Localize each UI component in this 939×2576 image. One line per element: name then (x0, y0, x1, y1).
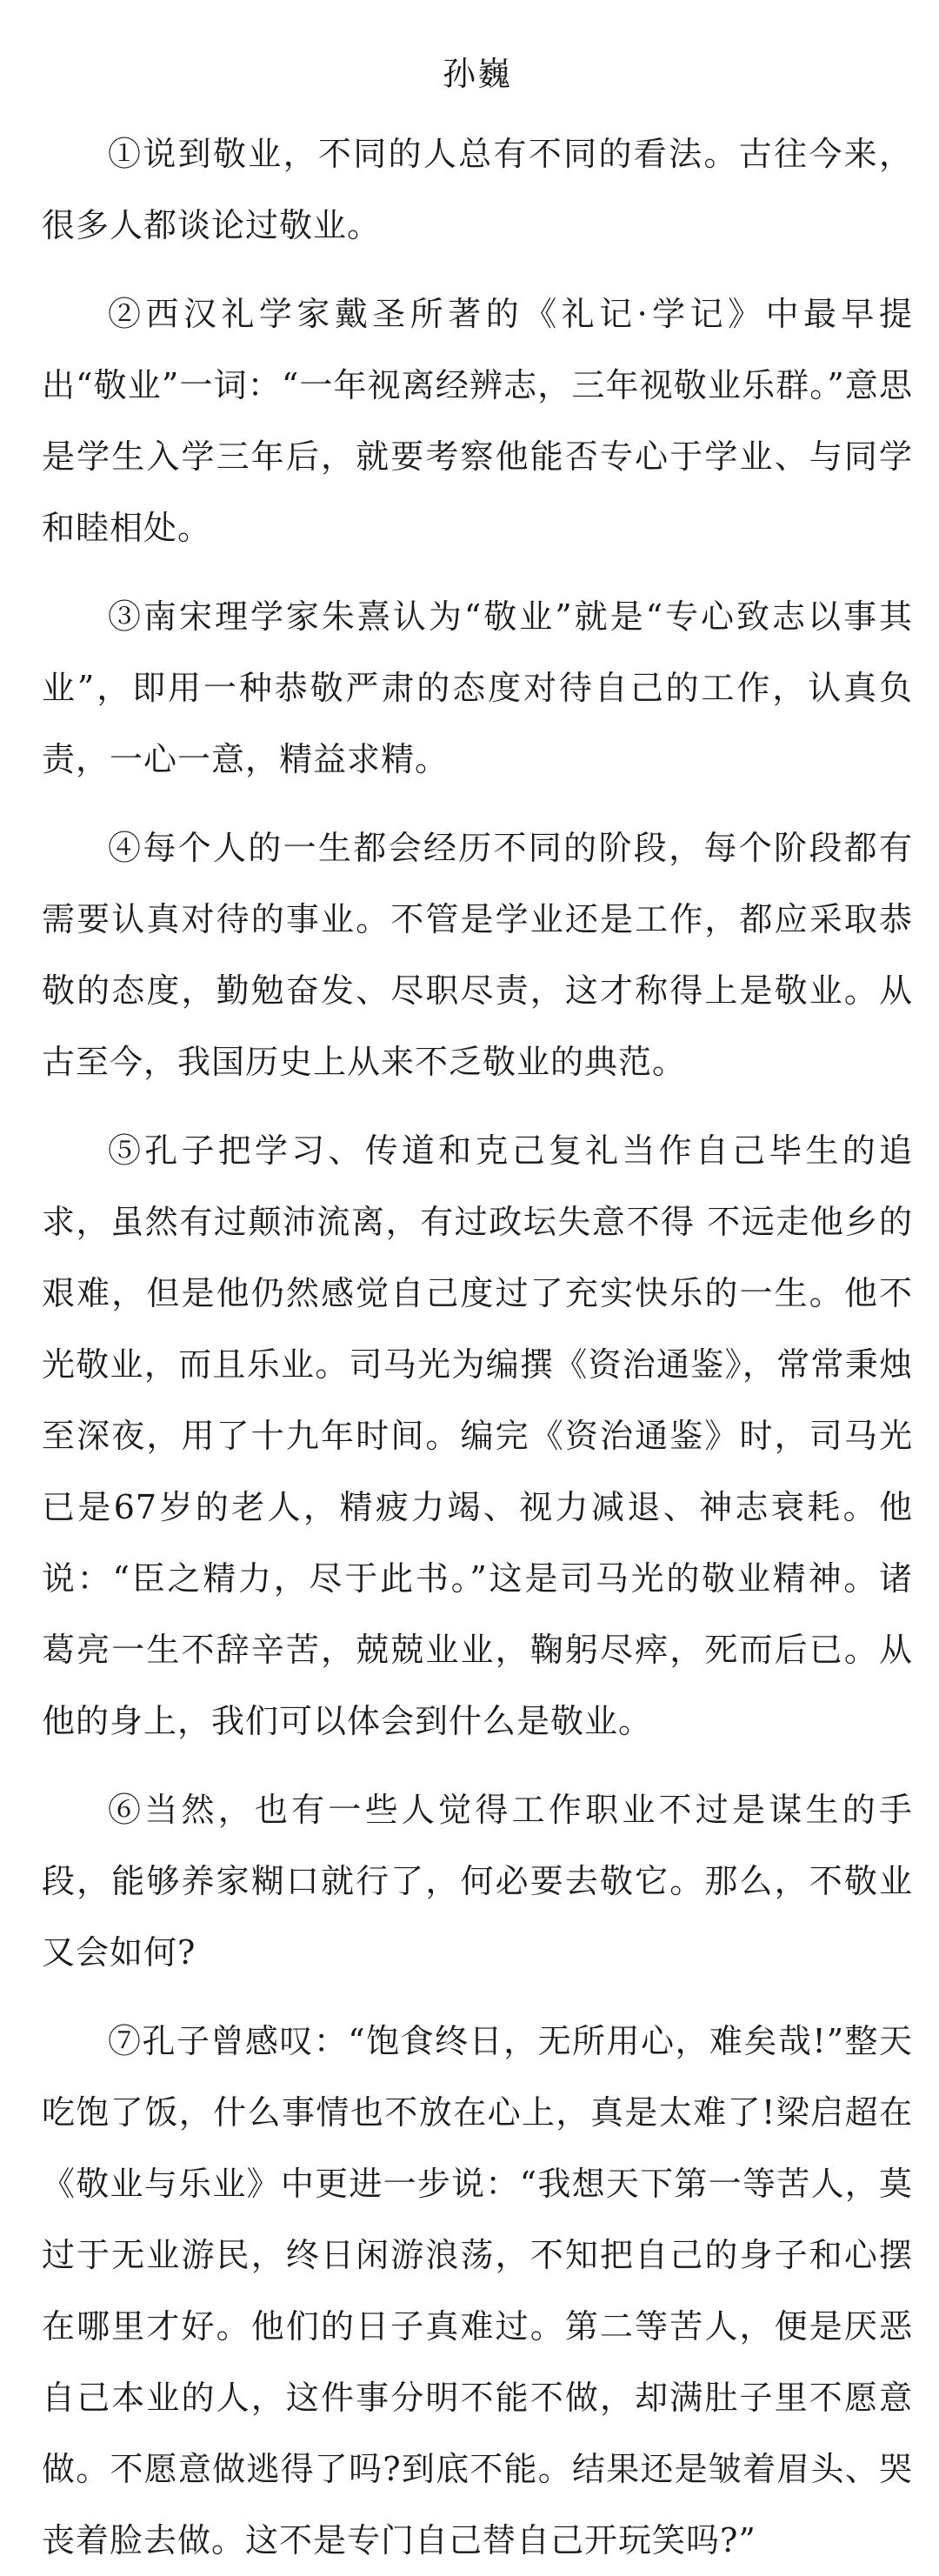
paragraph-7: ⑦孔子曾感叹：“饱食终日，无所用心，难矣哉!”整天吃饱了饭，什么事情也不放在心上，真是太难了!梁启超在《敬业与乐业》中更进一步说：“我想天下第一等苦人，莫过于无业游民，终日闲游浪荡，不知把自己的身子和心摆在哪里才好。他们的日子真难过。第二等苦人，便是厌恶自己本业的人，这件事分明不能不做，却满肚子里不愿意做。不愿意做逃得了吗?到底不能。结果还是皱着眉头、哭丧着脸去做。这不是专门自己替自己开玩笑吗?” (42, 2022, 913, 2559)
paragraph-2: ②西汉礼学家戴圣所著的《礼记·学记》中最早提出“敬业”一词：“一年视离经辨志，三年视敬业乐群。”意思是学生入学三年后，就要考察他能否专心于学业、与同学和睦相处。 (42, 295, 913, 547)
paragraph-4: ④每个人的一生都会经历不同的阶段，每个阶段都有需要认真对待的事业。不管是学业还是工作，都应采取恭敬的态度，勤勉奋发、尽职尽责，这才称得上是敬业。从古至今，我国历史上从来不乏敬业的典范。 (42, 829, 913, 1081)
author-name: 孙巍 (442, 55, 512, 93)
paragraph-1: ①说到敬业，不同的人总有不同的看法。古往今来，很多人都谈论过敬业。 (42, 135, 913, 244)
paragraph-3: ③南宋理学家朱熹认为“敬业”就是“专心致志以事其业”，即用一种恭敬严肃的态度对待自己的工作，认真负责，一心一意，精益求精。 (42, 597, 913, 778)
paragraph-6: ⑥当然，也有一些人觉得工作职业不过是谋生的手段，能够养家糊口就行了，何必要去敬它。那么，不敬业又会如何? (42, 1791, 913, 1972)
paragraph-5: ⑤孔子把学习、传道和克己复礼当作自己毕生的追求，虽然有过颠沛流离，有过政坛失意不得 不远走他乡的艰难，但是他仍然感觉自己度过了充实快乐的一生。他不光敬业，而且乐业。司马光为编撰《资治通鉴》，常常秉烛至深夜，用了十九年时间。编完《资治通鉴》时，司马光已是67岁的老人，精疲力竭、视力减退、神志衰耗。他说：“臣之精力，尽于此书。”这是司马光的敬业精神。诸 葛亮一生不辞辛苦，兢兢业业，鞠躬尽瘁，死而后已。从他的身上，我们可以体会到什么是敬业。 (42, 1131, 913, 1740)
